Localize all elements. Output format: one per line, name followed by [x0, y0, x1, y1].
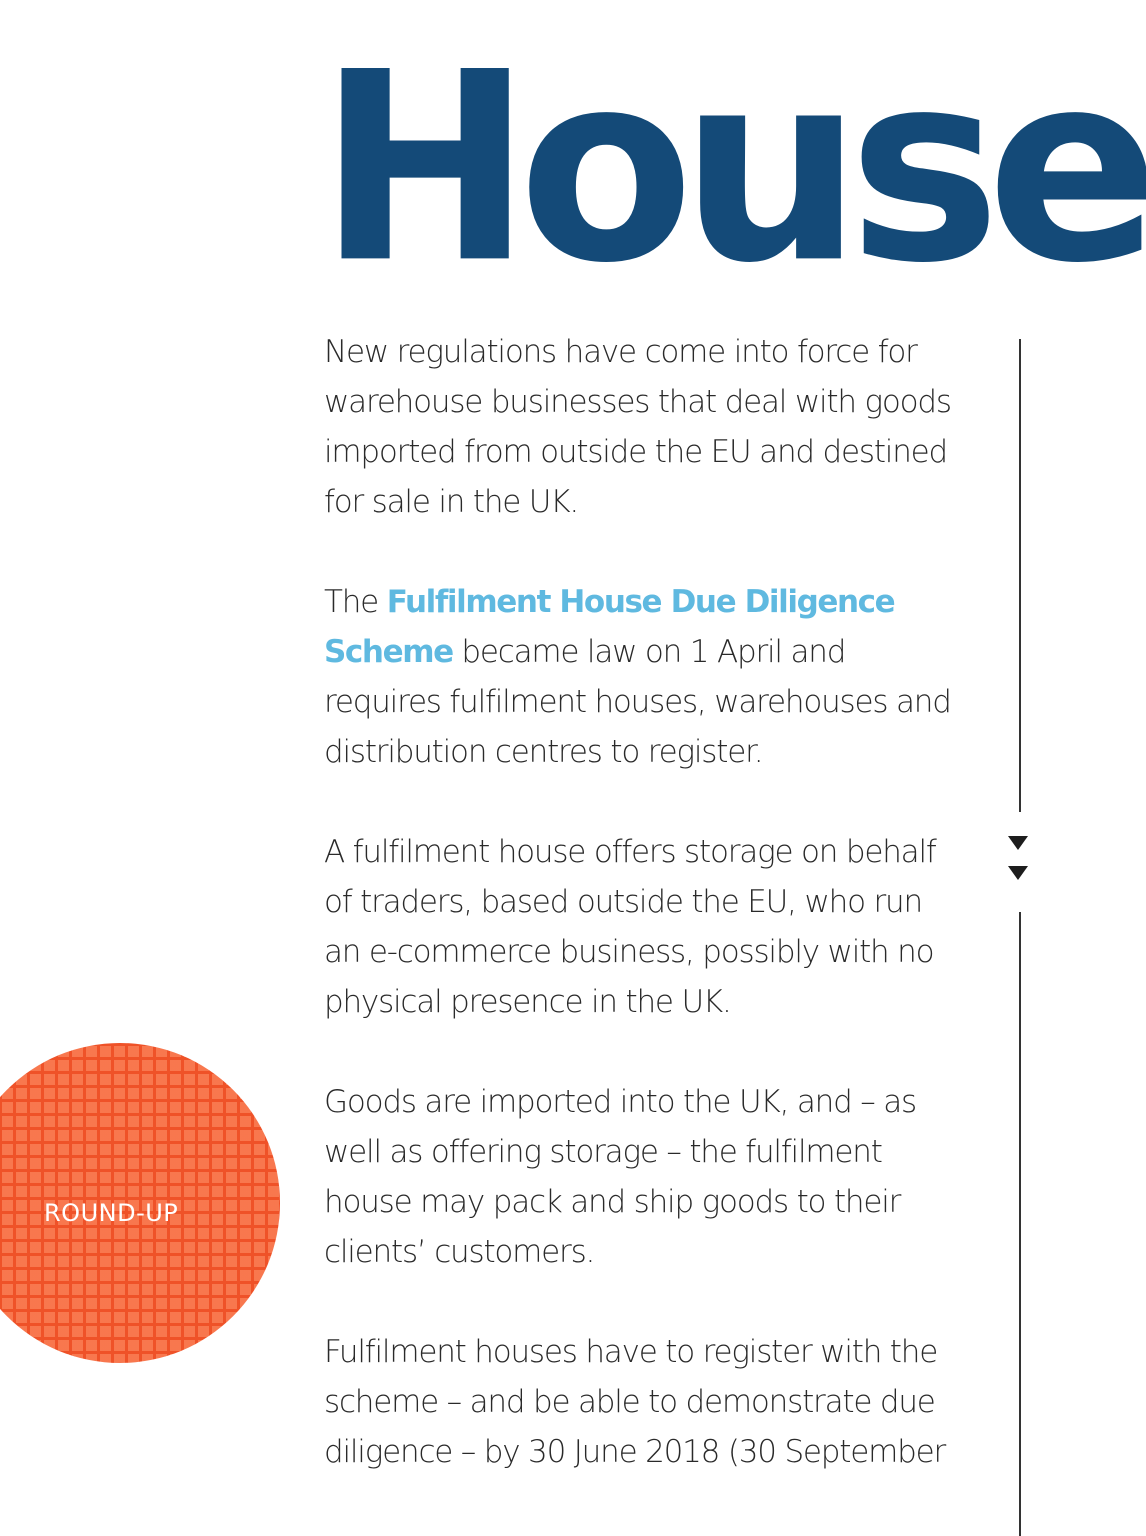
text-line: diligence – by 30 June 2018 (30 September [324, 1434, 945, 1470]
chevron-down-icon [1008, 836, 1028, 850]
paragraph-4 [324, 1077, 1004, 1277]
text-line: scheme – and be able to demonstrate due [324, 1384, 935, 1420]
headline: House [318, 16, 1146, 321]
text-line: New regulations have come into force for [324, 334, 917, 370]
scheme-link[interactable]: Fulfilment House Due Diligence [386, 584, 895, 620]
chevron-down-icon [1008, 866, 1028, 880]
text-line: A fulfilment house offers storage on behalf [324, 834, 936, 870]
text-line: distribution centres to register. [324, 734, 763, 770]
text-line: for sale in the UK. [324, 484, 579, 520]
column-divider-bottom [1019, 912, 1021, 1536]
text-line: an e-commerce business, possibly with no [324, 934, 934, 970]
text-line: Goods are imported into the UK, and – as [324, 1084, 916, 1120]
text-line: Fulfilment houses have to register with the [324, 1334, 938, 1370]
paragraph-5 [324, 1327, 1004, 1477]
text-line: imported from outside the EU and destined [324, 434, 947, 470]
text-line: physical presence in the UK. [324, 984, 731, 1020]
text-line: warehouse businesses that deal with goods [324, 384, 951, 420]
section-label: ROUND-UP [44, 1199, 179, 1227]
text-line: well as offering storage – the fulfilment [324, 1134, 882, 1170]
scheme-link-continued[interactable]: Scheme [324, 634, 453, 670]
paragraph-2 [324, 577, 1004, 777]
paragraph-1 [324, 327, 1004, 527]
column-divider-top [1019, 339, 1021, 812]
text-line: of traders, based outside the EU, who run [324, 884, 922, 920]
text-line: requires fulfilment houses, warehouses and [324, 684, 951, 720]
text-fragment: The [324, 584, 387, 620]
article-body [324, 327, 1004, 1536]
text-line: house may pack and ship goods to their [324, 1184, 901, 1220]
text-fragment: became law on 1 April and [452, 634, 846, 670]
paragraph-3 [324, 827, 1004, 1027]
text-line: clients’ customers. [324, 1234, 595, 1270]
